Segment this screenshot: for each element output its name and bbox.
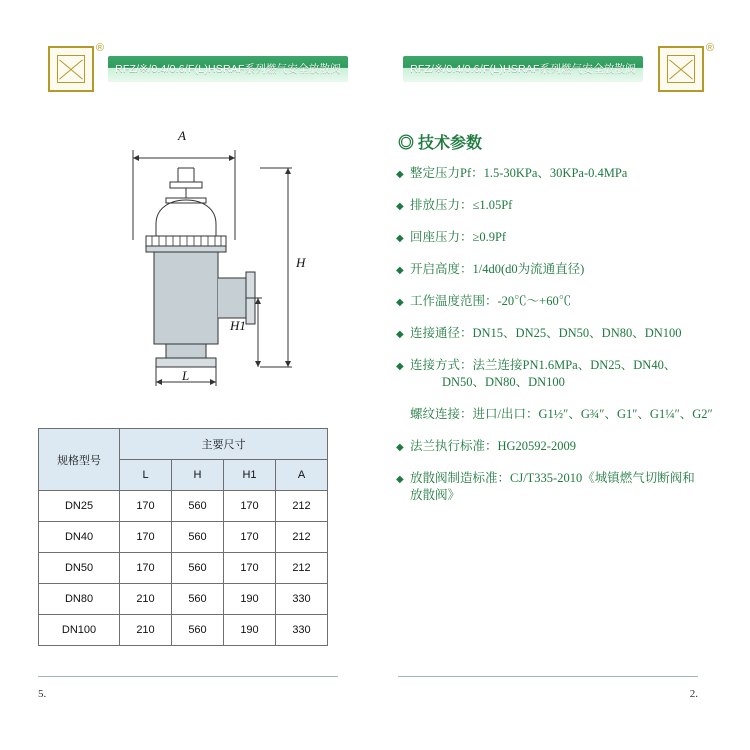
tech-item-connection-sizes [396, 325, 736, 342]
tech-item-text: 整定压力Pf：1.5-30KPa、30KPa-0.4MPa [410, 166, 628, 180]
header-col-l: L [120, 460, 172, 491]
logo-inner-mark-right [667, 55, 695, 83]
header-col-a: A [276, 460, 328, 491]
tech-item-text: 法兰执行标准：HG20592-2009 [410, 439, 576, 453]
registered-trademark-icon-right: ® [705, 42, 714, 54]
tech-item-text: 工作温度范围：-20℃～+60℃ [410, 294, 572, 308]
table-header-row-1 [39, 429, 328, 460]
tech-item-temperature-range [396, 293, 736, 310]
diamond-bullet-icon: ◆ [396, 297, 404, 308]
cell-h: 560 [172, 615, 224, 646]
technical-parameters-list [396, 165, 736, 519]
cell-a: 212 [276, 522, 328, 553]
left-title-banner [108, 56, 348, 82]
tech-item-lift-height [396, 261, 736, 278]
right-header [375, 42, 750, 104]
table-row [39, 522, 328, 553]
diamond-bullet-icon: ◆ [396, 474, 404, 485]
registered-trademark-icon: ® [95, 42, 104, 54]
company-logo-icon [48, 42, 104, 94]
right-title-banner [403, 56, 643, 82]
logo-outer-box-right [658, 46, 704, 92]
table-row [39, 553, 328, 584]
company-logo-icon-right [658, 42, 714, 94]
left-header [0, 42, 375, 104]
cell-model: DN50 [39, 553, 120, 584]
header-model: 规格型号 [39, 429, 120, 491]
tech-item-text: 放散阀制造标准：CJ/T335-2010《城镇燃气切断阀和 [410, 471, 695, 485]
table-row [39, 491, 328, 522]
right-title-text: RFZ/※/0.4/0.6/F(L)HSRAF系列燃气安全放散阀 [410, 63, 636, 75]
dimension-label-a: A [178, 128, 186, 143]
header-main-dimensions: 主要尺寸 [120, 429, 328, 460]
cell-a: 212 [276, 491, 328, 522]
specification-table [38, 428, 328, 646]
tech-item-manufacturing-standard [396, 470, 736, 504]
logo-inner-mark [57, 55, 85, 83]
diamond-bullet-icon: ◆ [396, 442, 404, 453]
tech-item-text-continued: 放散阀》 [410, 488, 461, 502]
dimension-label-l: L [182, 368, 190, 383]
tech-item-text: 连接方式：法兰连接PN1.6MPa、DN25、DN40、 [410, 358, 677, 372]
cell-model: DN40 [39, 522, 120, 553]
diamond-bullet-icon: ◆ [396, 265, 404, 276]
left-title-text: RFZ/※/0.4/0.6/F(L)HSRAF系列燃气安全放散阀 [115, 63, 341, 75]
technical-parameters-heading: ◎ 技术参数 [398, 135, 483, 152]
header-col-h1: H1 [224, 460, 276, 491]
table-row [39, 615, 328, 646]
logo-outer-box [48, 46, 94, 92]
cell-h: 560 [172, 584, 224, 615]
tech-item-text: 开启高度：1/4d0(d0为流通直径) [410, 262, 585, 276]
tech-item-reseat-pressure [396, 229, 736, 246]
tech-item-text-continued: DN50、DN80、DN100 [442, 375, 565, 389]
cell-h: 560 [172, 491, 224, 522]
cell-a: 212 [276, 553, 328, 584]
cell-model: DN100 [39, 615, 120, 646]
cell-h1: 170 [224, 491, 276, 522]
cell-model: DN25 [39, 491, 120, 522]
table-row [39, 584, 328, 615]
left-footer-divider [38, 676, 338, 677]
tech-item-text: 回座压力：≥0.9Pf [410, 230, 507, 244]
right-page-number: 2. [689, 688, 698, 700]
cell-l: 170 [120, 522, 172, 553]
right-footer-divider [398, 676, 698, 677]
cell-h1: 170 [224, 553, 276, 584]
tech-item-flange-standard [396, 438, 736, 455]
cell-l: 210 [120, 584, 172, 615]
valve-technical-drawing [110, 120, 360, 390]
cell-model: DN80 [39, 584, 120, 615]
diamond-bullet-icon: ◆ [396, 361, 404, 372]
cell-l: 210 [120, 615, 172, 646]
diamond-bullet-icon: ◆ [396, 169, 404, 180]
tech-item-text: 螺纹连接：进口/出口：G1½″、G¾″、G1″、G1¼″、G2″ [410, 407, 713, 421]
cell-a: 330 [276, 615, 328, 646]
table-body [39, 491, 328, 646]
diamond-bullet-icon: ◆ [396, 233, 404, 244]
table-head [39, 429, 328, 491]
tech-item-set-pressure [396, 165, 736, 182]
tech-item-thread-connection [396, 406, 736, 423]
left-page-number: 5. [38, 688, 47, 700]
cell-h: 560 [172, 522, 224, 553]
valve-drawing-svg [110, 120, 360, 390]
tech-item-text: 连接通径：DN15、DN25、DN50、DN80、DN100 [410, 326, 682, 340]
diamond-bullet-icon: ◆ [396, 329, 404, 340]
cell-a: 330 [276, 584, 328, 615]
tech-item-connection-type [396, 357, 736, 391]
header-col-h: H [172, 460, 224, 491]
dimension-label-h1: H1 [230, 318, 246, 333]
cell-l: 170 [120, 491, 172, 522]
cell-l: 170 [120, 553, 172, 584]
diamond-bullet-icon: ◆ [396, 201, 404, 212]
dimension-label-h: H [296, 255, 306, 270]
cell-h: 560 [172, 553, 224, 584]
cell-h1: 190 [224, 584, 276, 615]
cell-h1: 190 [224, 615, 276, 646]
tech-item-relief-pressure [396, 197, 736, 214]
tech-item-text: 排放压力：≤1.05Pf [410, 198, 513, 212]
cell-h1: 170 [224, 522, 276, 553]
